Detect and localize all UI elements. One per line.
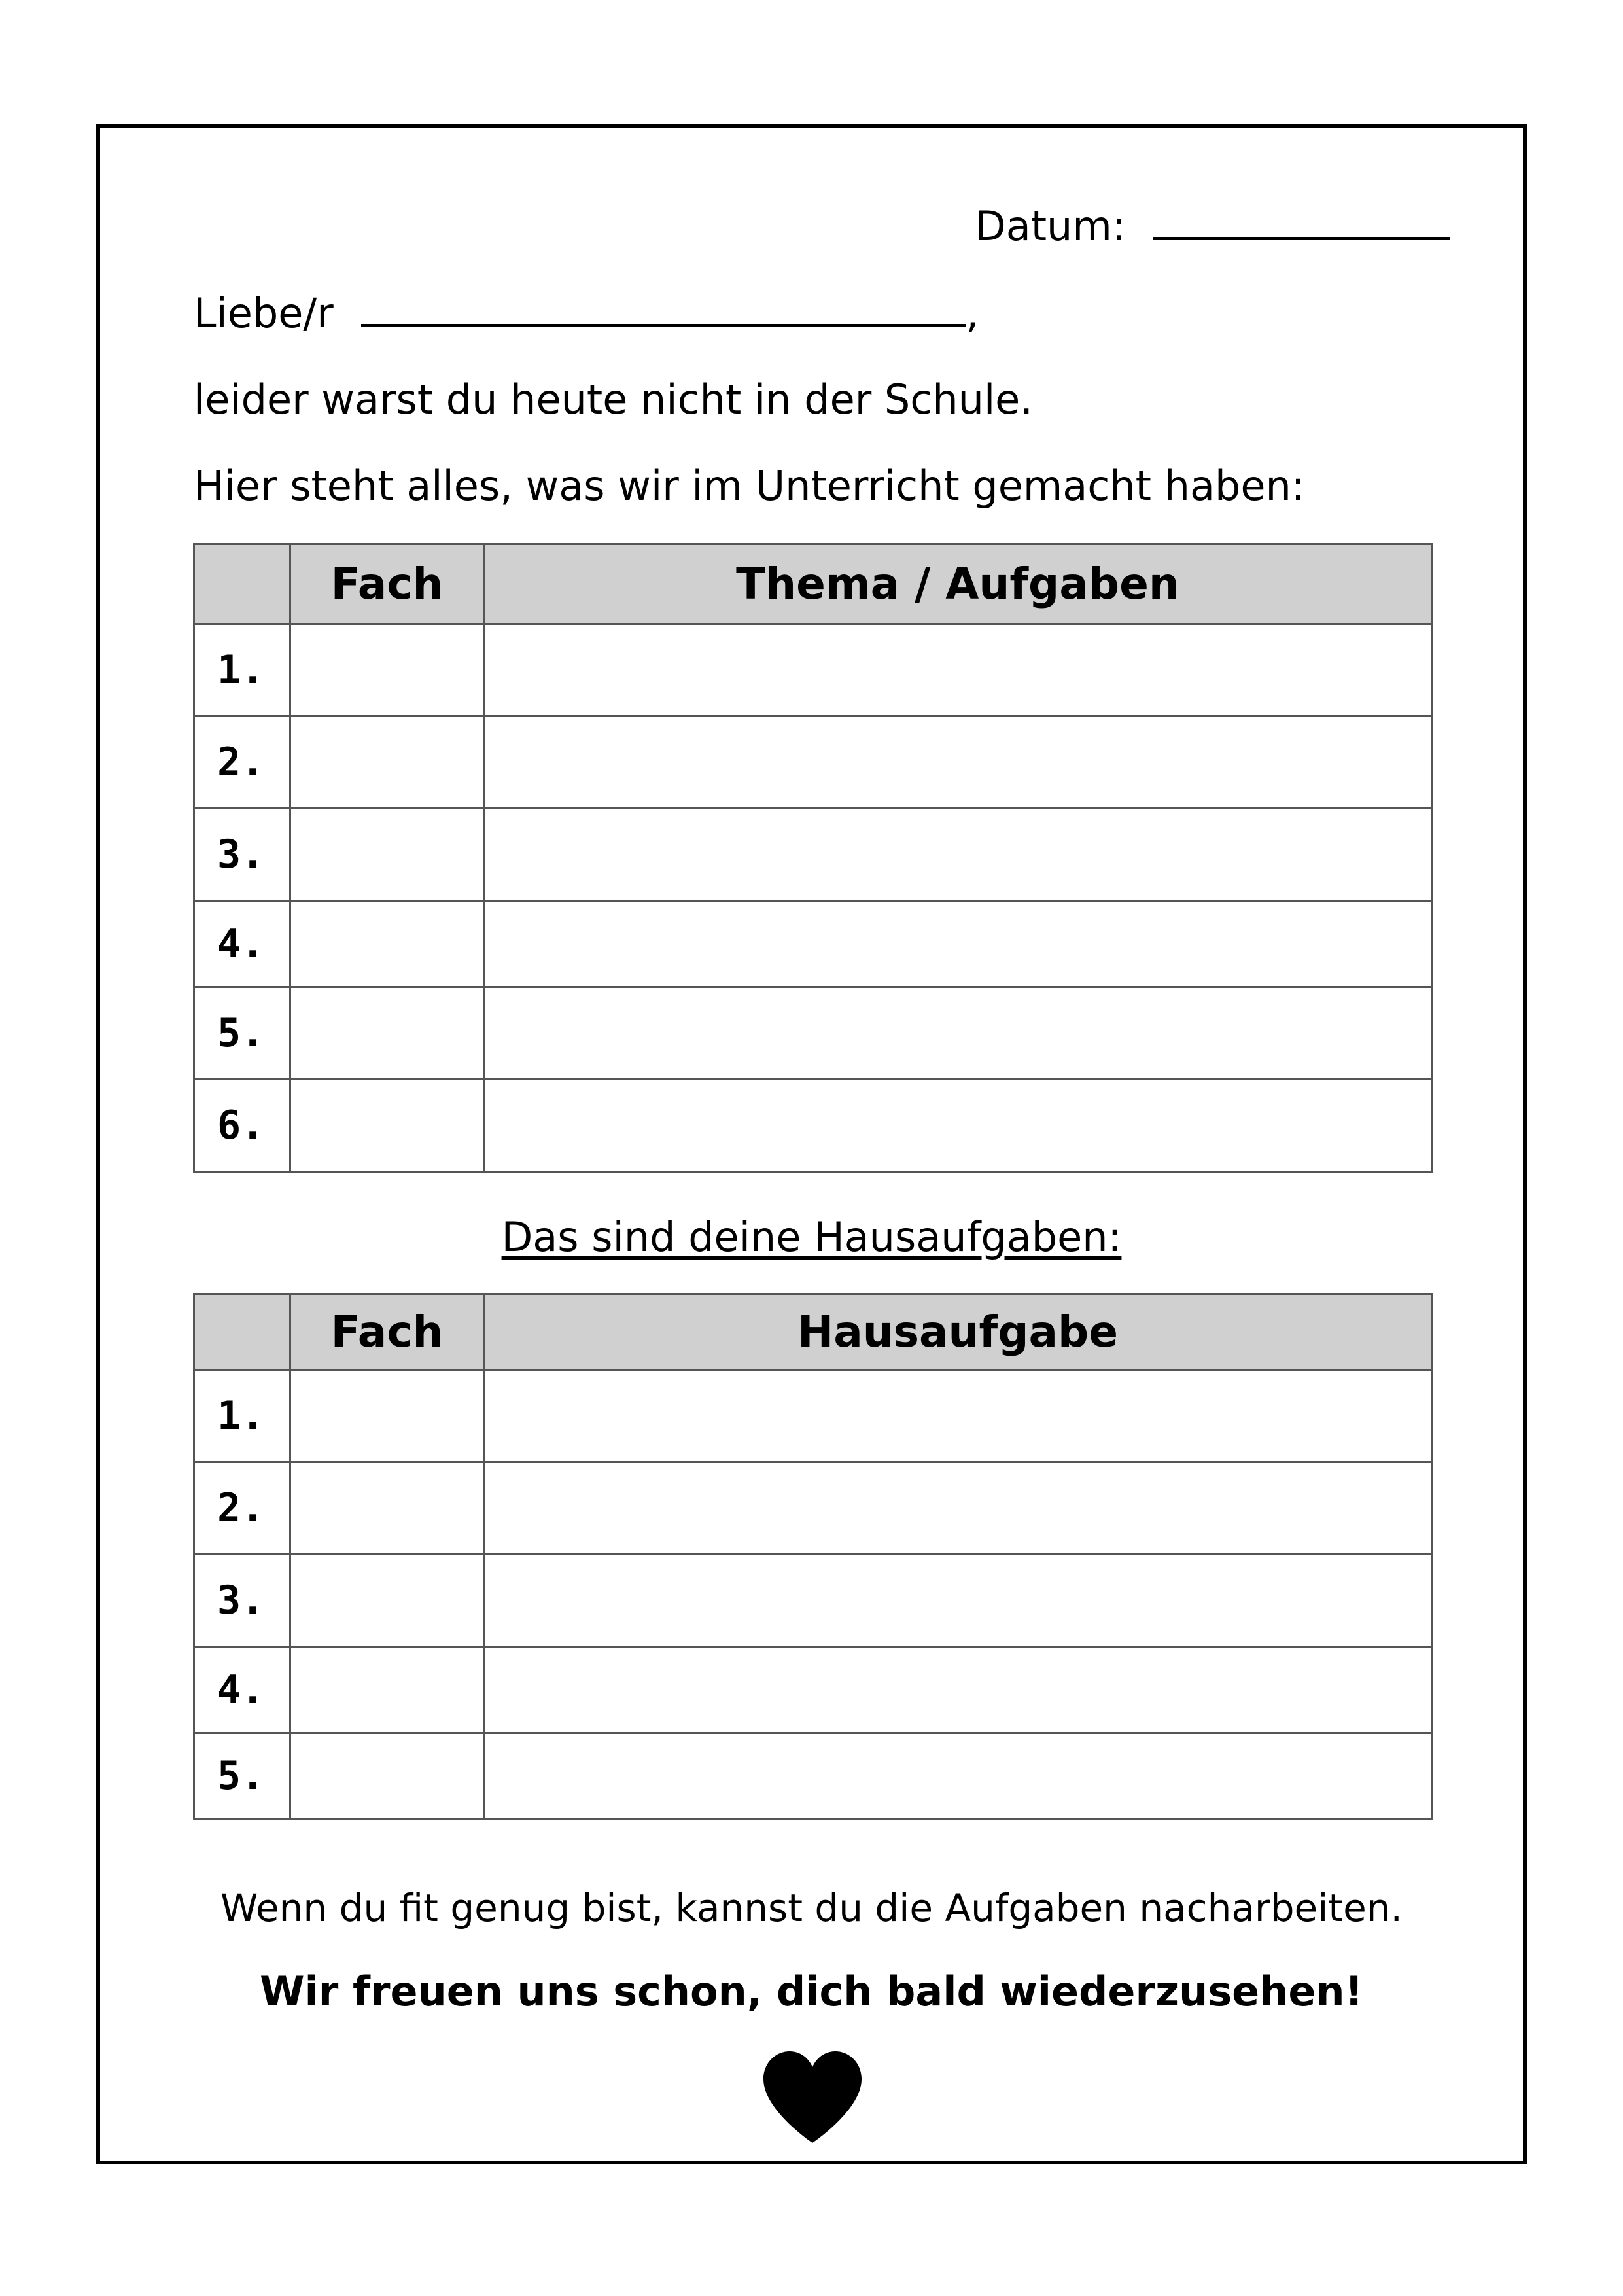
table-row (194, 1370, 1432, 1462)
subject-cell[interactable] (290, 1080, 484, 1172)
subject-cell[interactable] (290, 716, 484, 809)
greeting-comma: , (966, 289, 979, 337)
lessons-header-topic: Thema / Aufgaben (484, 544, 1432, 624)
row-number: 5. (194, 1733, 290, 1819)
homework-cell[interactable] (484, 1462, 1432, 1555)
subject-cell[interactable] (290, 1370, 484, 1462)
homework-header-task: Hausaufgabe (484, 1294, 1432, 1370)
table-row (194, 1080, 1432, 1172)
row-number: 2. (194, 716, 290, 809)
homework-header-subject: Fach (290, 1294, 484, 1370)
homework-cell[interactable] (484, 1370, 1432, 1462)
table-row (194, 1462, 1432, 1555)
topic-cell[interactable] (484, 624, 1432, 716)
lessons-header-subject: Fach (290, 544, 484, 624)
table-row (194, 1647, 1432, 1733)
subject-cell[interactable] (290, 901, 484, 987)
greeting-line (194, 289, 979, 337)
footer-line-1: Wenn du fit genug bist, kannst du die Aufgaben nacharbeiten. (220, 1886, 1403, 1930)
subject-cell[interactable] (290, 987, 484, 1080)
homework-cell[interactable] (484, 1733, 1432, 1819)
subject-cell[interactable] (290, 1462, 484, 1555)
subject-cell[interactable] (290, 1555, 484, 1647)
topic-cell[interactable] (484, 716, 1432, 809)
homework-heading: Das sind deine Hausaufgaben: (501, 1213, 1122, 1261)
table-row (194, 716, 1432, 809)
date-blank[interactable] (1153, 230, 1450, 240)
subject-cell[interactable] (290, 1733, 484, 1819)
intro-line-1: leider warst du heute nicht in der Schule. (194, 376, 1034, 423)
intro-line-2: Hier steht alles, was wir im Unterricht gemacht haben: (194, 462, 1305, 510)
lessons-header-row (194, 544, 1432, 624)
subject-cell[interactable] (290, 624, 484, 716)
table-row (194, 1733, 1432, 1819)
row-number: 3. (194, 809, 290, 901)
date-line (975, 202, 1450, 250)
table-row (194, 901, 1432, 987)
row-number: 2. (194, 1462, 290, 1555)
topic-cell[interactable] (484, 987, 1432, 1080)
table-row (194, 624, 1432, 716)
row-number: 1. (194, 624, 290, 716)
row-number: 1. (194, 1370, 290, 1462)
row-number: 4. (194, 901, 290, 987)
heart-icon (760, 2048, 865, 2146)
homework-cell[interactable] (484, 1555, 1432, 1647)
homework-table (193, 1293, 1433, 1820)
greeting-label: Liebe/r (194, 289, 334, 337)
footer-line-2: Wir freuen uns schon, dich bald wiederzusehen! (260, 1968, 1363, 2015)
lessons-table (193, 543, 1433, 1173)
row-number: 4. (194, 1647, 290, 1733)
table-row (194, 987, 1432, 1080)
homework-cell[interactable] (484, 1647, 1432, 1733)
date-label: Datum: (975, 202, 1126, 250)
topic-cell[interactable] (484, 1080, 1432, 1172)
homework-header-num (194, 1294, 290, 1370)
lessons-header-num (194, 544, 290, 624)
homework-header-row (194, 1294, 1432, 1370)
subject-cell[interactable] (290, 1647, 484, 1733)
row-number: 5. (194, 987, 290, 1080)
topic-cell[interactable] (484, 809, 1432, 901)
table-row (194, 809, 1432, 901)
table-row (194, 1555, 1432, 1647)
row-number: 3. (194, 1555, 290, 1647)
subject-cell[interactable] (290, 809, 484, 901)
topic-cell[interactable] (484, 901, 1432, 987)
homework-heading-wrap (0, 1213, 1623, 1261)
name-blank[interactable] (361, 317, 966, 327)
row-number: 6. (194, 1080, 290, 1172)
